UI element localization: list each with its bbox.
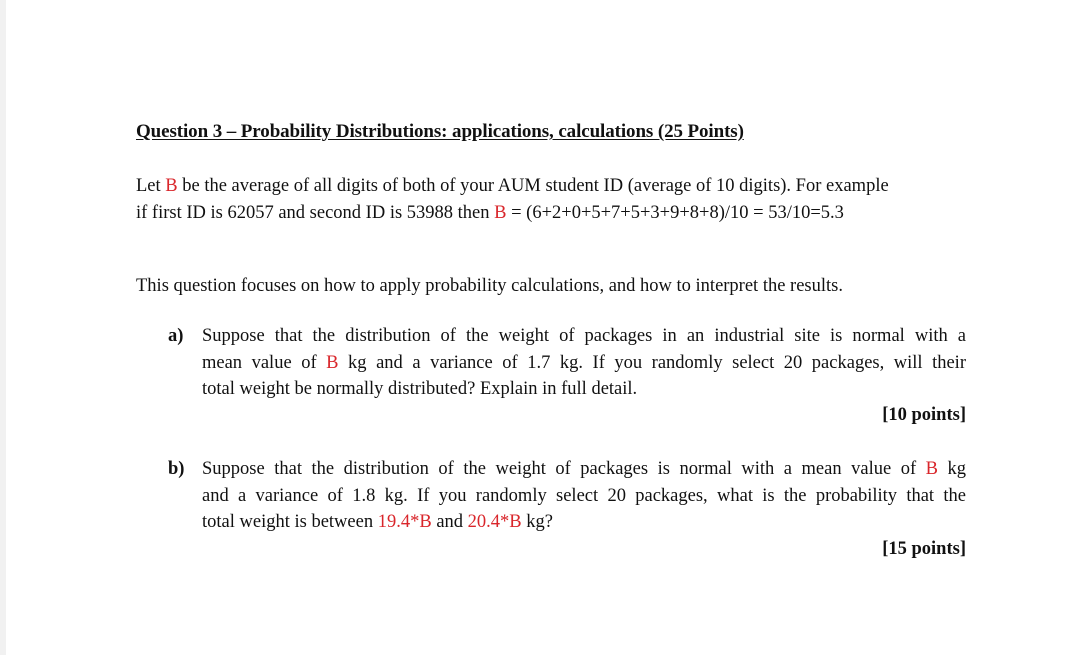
part-a-line-1: Suppose that the distribution of the weight of packages in an industrial site is normal with a [202,326,966,346]
part-a-body [202,323,966,403]
variable-b: B [925,459,938,479]
intro-paragraph [136,173,889,227]
intro-line-1 [136,173,889,200]
part-b-body [202,456,966,536]
question-title: Question 3 – Probability Distributions: applications, calculations (25 Points) [136,121,744,142]
variable-b: B [326,352,339,373]
part-b-points: [15 points] [882,539,966,559]
part-b-text: kg? [521,512,553,532]
part-a-text: kg and a variance of 1.7 kg. If you randomly select 20 packages, will their [338,352,966,373]
focus-paragraph: This question focuses on how to apply probability calculations, and how to interpret the results. [136,276,843,296]
part-a-points: [10 points] [882,405,966,425]
variable-b: B [165,176,178,196]
upper-bound: 20.4*B [467,512,522,532]
part-a-marker: a) [168,326,184,346]
part-b-line-1 [202,456,966,483]
variable-b-formula: B [494,203,507,223]
part-a-line-2 [202,350,966,377]
part-b-text: Suppose that the distribution of the weight of packages is normal with a mean value of [202,459,926,479]
part-b-text: total weight is between [202,512,378,532]
intro-text: if first ID is 62057 and second ID is 53988 then [136,203,495,223]
part-b-line-2: and a variance of 1.8 kg. If you randomly select 20 packages, what is the probability that the [202,485,966,506]
part-a-text: mean value of [202,352,327,373]
part-a-line-3: total weight be normally distributed? Explain in full detail. [202,379,638,399]
part-b-text: kg [937,459,967,479]
part-b-line-3 [202,509,966,536]
intro-text: = (6+2+0+5+7+5+3+9+8+8)/10 = 53/10=5.3 [506,203,844,223]
part-b-marker: b) [168,459,185,479]
intro-line-2 [136,200,889,227]
intro-text: Let [136,176,166,196]
lower-bound: 19.4*B [377,512,432,532]
part-b-text: and [431,512,468,532]
intro-text: be the average of all digits of both of your AUM student ID (average of 10 digits). For example [177,176,889,196]
